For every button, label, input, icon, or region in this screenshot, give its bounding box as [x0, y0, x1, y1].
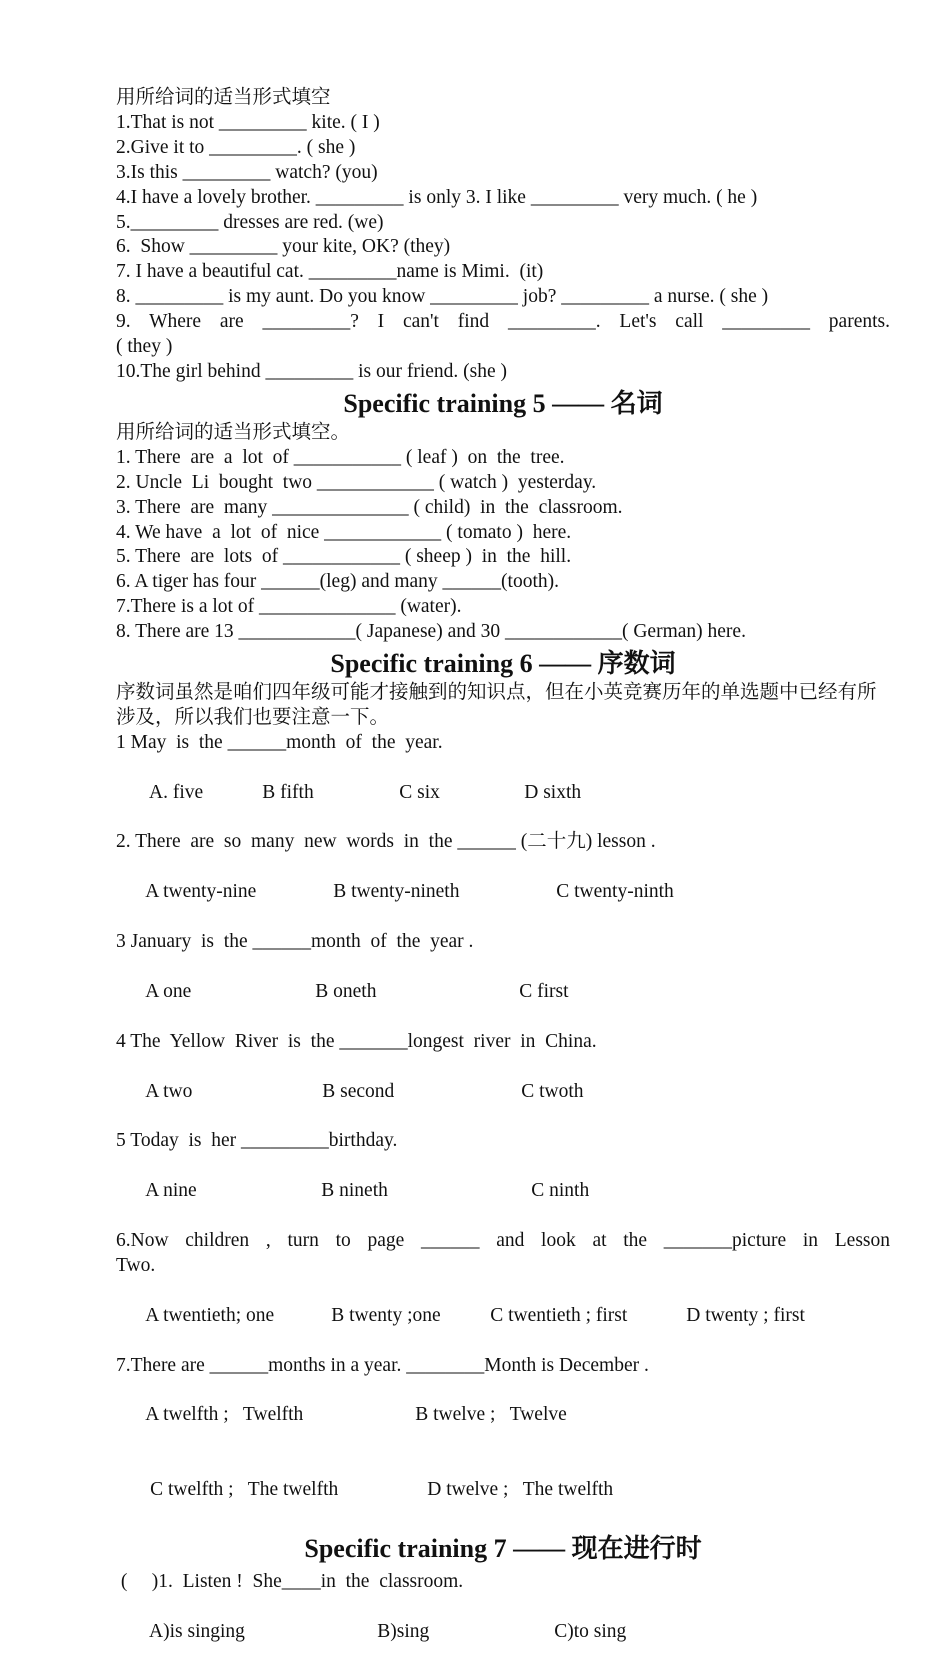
question-4: 4 The Yellow River is the _______longest river in China. — [116, 1030, 597, 1052]
section-pronouns — [116, 86, 890, 385]
option-b: B second — [322, 1080, 395, 1102]
option-c: C twentieth ; first — [490, 1304, 628, 1326]
question-7-options-row-1 — [116, 1378, 890, 1453]
question-3: 3 January is the ______month of the year . — [116, 931, 474, 953]
question-5-options — [116, 1154, 890, 1229]
question-6: 6. A tiger has four ______(leg) and many ______(tooth). — [116, 571, 560, 593]
question-8: 8. There are 13 ____________( Japanese) and 30 ____________( German) here. — [116, 621, 746, 643]
option-c: C twelfth ; The twelfth — [145, 1479, 339, 1501]
question-5: 5._________ dresses are red. (we) — [116, 211, 384, 233]
question-10: 10.The girl behind _________ is our friend. (she ) — [116, 360, 508, 382]
question-2: 2. Uncle Li bought two ____________ ( watch ) yesterday. — [116, 471, 597, 493]
intro-text: 序数词虽然是咱们四年级可能才接触到的知识点，但在小英竞赛历年的单选题中已经有所涉及，所以我们也要注意一下。 — [116, 682, 877, 728]
question-2-options — [116, 855, 890, 930]
question-7: 7.There is a lot of ______________ (water). — [116, 596, 462, 618]
question-2: 2. There are so many new words in the ______ (二十九) lesson . — [116, 831, 656, 853]
question-5: 5 Today is her _________birthday. — [116, 1130, 398, 1152]
question-5: 5. There are lots of ____________ ( sheep ) in the hill. — [116, 546, 572, 568]
question-6: 6. Show _________ your kite, OK? (they) — [116, 236, 451, 258]
question-3-options — [116, 955, 890, 1030]
option-b: B oneth — [315, 980, 377, 1002]
instruction: 用所给词的适当形式填空。 — [116, 421, 351, 443]
option-b: B fifth — [262, 781, 314, 803]
option-a: A. five — [145, 781, 204, 803]
question-2: 2.Give it to _________. ( she ) — [116, 136, 356, 158]
option-d: D twelve ; The twelfth — [427, 1479, 614, 1501]
question-4: 4. We have a lot of nice ____________ ( tomato ) here. — [116, 521, 572, 543]
section-title-present-continuous: Specific training 7 —— 现在进行时 — [304, 1533, 702, 1563]
question-7-options-row-2 — [116, 1453, 890, 1528]
option-a: A two — [145, 1080, 193, 1102]
option-c: C six — [399, 781, 440, 803]
question-6-line-2: Two. — [116, 1254, 156, 1276]
question-9-line-2: ( they ) — [116, 336, 173, 358]
question-1: 1 May is the ______month of the year. — [116, 731, 443, 753]
option-c: C ninth — [531, 1180, 590, 1202]
option-c: C first — [519, 980, 569, 1002]
question-1: ( )1. Listen ! She____in the classroom. — [116, 1570, 464, 1592]
question-1-options — [116, 1595, 890, 1669]
instruction: 用所给词的适当形式填空 — [116, 87, 331, 108]
worksheet-page — [116, 86, 890, 1669]
question-7: 7.There are ______months in a year. ________Month is December . — [116, 1354, 649, 1376]
option-a: A nine — [145, 1180, 197, 1202]
option-c: C twoth — [521, 1080, 584, 1102]
option-b: B twenty ;one — [331, 1304, 441, 1326]
option-c: C)to sing — [554, 1620, 627, 1642]
question-6-line-1: 6.Now children , turn to page ______ and look at the _______picture in Lesson — [116, 1229, 890, 1251]
option-b: B twenty-nineth — [333, 881, 460, 903]
option-d: D sixth — [524, 781, 582, 803]
option-d: D twenty ; first — [686, 1304, 805, 1326]
section-ordinals — [116, 681, 890, 1528]
option-a: A)is singing — [145, 1620, 245, 1642]
option-a: A twenty-nine — [145, 881, 257, 903]
question-8: 8. _________ is my aunt. Do you know _________ job? _________ a nurse. ( she ) — [116, 286, 769, 308]
option-a: A twentieth; one — [145, 1304, 275, 1326]
question-1-options — [116, 756, 890, 831]
section-title-ordinals: Specific training 6 —— 序数词 — [330, 649, 676, 679]
question-1: 1. There are a lot of ___________ ( leaf ) on the tree. — [116, 446, 565, 468]
option-a: A twelfth ; Twelfth — [145, 1404, 304, 1426]
section-present-continuous — [116, 1570, 890, 1669]
question-4-options — [116, 1055, 890, 1130]
option-b: B nineth — [321, 1180, 388, 1202]
question-3: 3. There are many ______________ ( child) in the classroom. — [116, 496, 623, 518]
section-title-nouns: Specific training 5 —— 名词 — [343, 388, 663, 418]
question-6-options — [116, 1279, 890, 1354]
option-b: B twelve ; Twelve — [415, 1404, 567, 1426]
question-4: 4.I have a lovely brother. _________ is only 3. I like _________ very much. ( he ) — [116, 186, 758, 208]
option-a: A one — [145, 980, 192, 1002]
question-7: 7. I have a beautiful cat. _________name is Mimi. (it) — [116, 261, 544, 283]
question-9-line-1: 9. Where are _________? I can't find _________. Let's call _________ parents. — [116, 311, 890, 333]
question-3: 3.Is this _________ watch? (you) — [116, 161, 378, 183]
option-c: C twenty-ninth — [556, 881, 674, 903]
section-nouns — [116, 421, 890, 645]
question-1: 1.That is not _________ kite. ( I ) — [116, 111, 380, 133]
option-b: B)sing — [377, 1620, 430, 1642]
